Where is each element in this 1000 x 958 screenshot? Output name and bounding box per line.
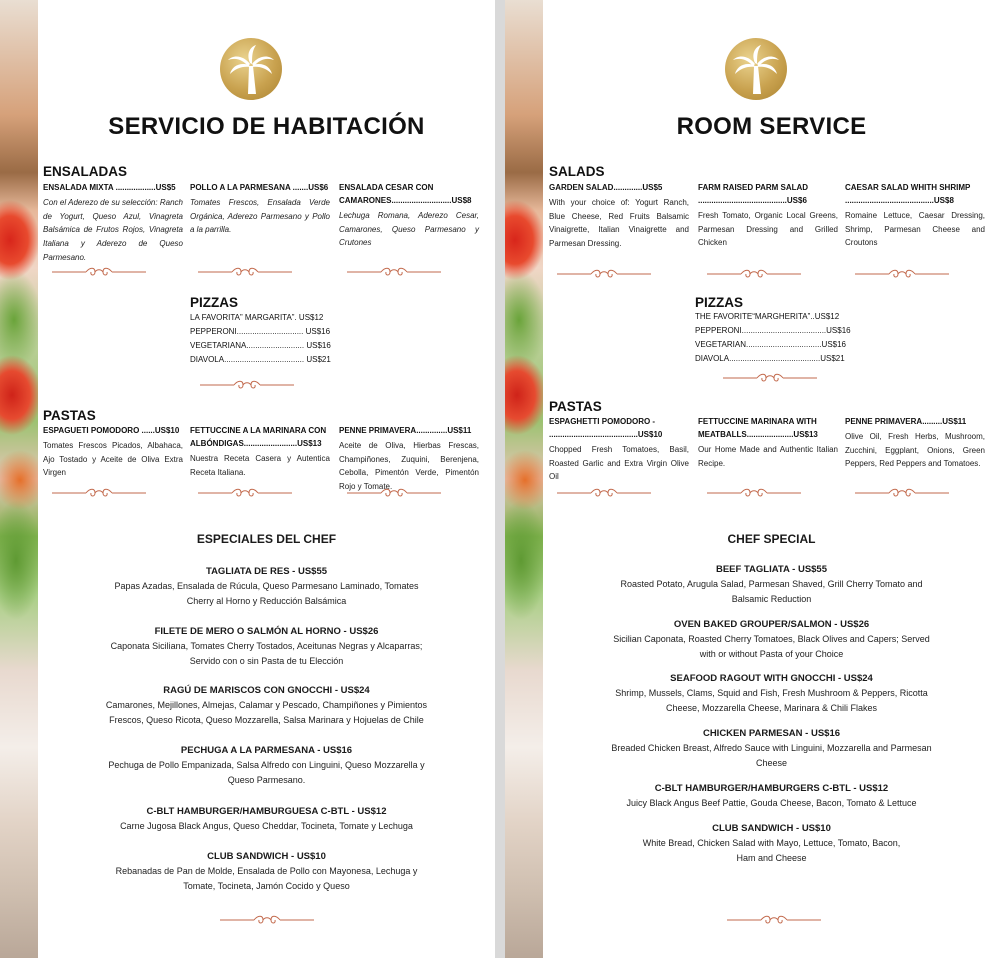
palm-tree-icon bbox=[725, 38, 787, 100]
pizza-price: US$16 bbox=[306, 341, 331, 350]
item-name: FETTUCCINE MARINARA WITH bbox=[698, 417, 817, 426]
salad-item bbox=[845, 181, 985, 250]
pizza-price: US$16 bbox=[305, 327, 331, 336]
chef-special-item bbox=[38, 625, 495, 669]
pizza-price: US$21 bbox=[820, 354, 845, 363]
item-name: PENNE PRIMAVERA..............US$11 bbox=[339, 426, 472, 435]
pizza-name: DIAVOLA.................................... bbox=[190, 355, 305, 364]
chef-special-item bbox=[543, 563, 1000, 607]
page-title: ROOM SERVICE bbox=[676, 113, 867, 140]
salad-item bbox=[43, 181, 183, 265]
item-name: FARM RAISED PARM SALAD bbox=[698, 183, 809, 192]
pizza-name: LA FAVORITA” MARGARITA”. bbox=[190, 313, 297, 322]
flourish-divider-icon bbox=[196, 487, 294, 499]
item-name: ESPAGHETTI POMODORO - bbox=[549, 417, 656, 426]
item-description: Lechuga Romana, Aderezo Cesar, Camarones, Queso Parmesano y Crutones bbox=[339, 211, 479, 248]
chef-special-item bbox=[543, 618, 1000, 662]
salads-heading: SALADS bbox=[549, 164, 605, 179]
item-description: Juicy Black Angus Beef Pattie, Gouda Cheese, Bacon, Tomato & Lettuce bbox=[626, 798, 917, 808]
food-photo-strip bbox=[505, 0, 543, 958]
item-name: POLLO A LA PARMESANA .......US$6 bbox=[190, 183, 329, 192]
item-name: BEEF TAGLIATA - US$55 bbox=[715, 564, 828, 575]
pizza-name: PEPPERONI...................................... bbox=[695, 326, 827, 335]
pizza-name: DIAVOLA......................................... bbox=[695, 354, 821, 363]
pizzas-heading: PIZZAS bbox=[695, 295, 744, 310]
chef-special-item bbox=[543, 727, 1000, 771]
pizza-price: US$21 bbox=[306, 355, 331, 364]
pizza-name: PEPPERONI.............................. bbox=[190, 327, 304, 336]
flourish-divider-icon bbox=[853, 487, 951, 499]
pasta-item bbox=[549, 415, 689, 484]
flourish-divider-icon bbox=[555, 268, 653, 280]
pizza-row bbox=[695, 324, 851, 338]
item-name: SEAFOOD RAGOUT WITH GNOCCHI - US$24 bbox=[670, 673, 873, 684]
item-name: OVEN BAKED GROUPER/SALMON - US$26 bbox=[673, 619, 870, 630]
pizza-row bbox=[190, 353, 331, 367]
chef-special-item bbox=[543, 672, 1000, 716]
item-description: White Bread, Chicken Salad with Mayo, Lettuce, Tomato, Bacon, Ham and Cheese bbox=[642, 838, 901, 863]
salads-heading: ENSALADAS bbox=[43, 164, 128, 179]
flourish-divider-icon bbox=[50, 487, 148, 499]
item-name-price: ........................................US$6 bbox=[698, 196, 807, 205]
flourish-divider-icon bbox=[345, 266, 443, 278]
item-name: C-BLT HAMBURGER/HAMBURGERS C-BTL - US$12 bbox=[654, 783, 889, 794]
menu-panel-spanish bbox=[0, 0, 495, 958]
chef-special-item bbox=[38, 850, 495, 894]
pizza-row bbox=[190, 339, 331, 353]
pasta-item bbox=[339, 424, 479, 494]
item-name: ESPAGUETI POMODORO ......US$10 bbox=[43, 426, 180, 435]
pizzas-heading: PIZZAS bbox=[190, 295, 239, 310]
flourish-divider-icon bbox=[705, 268, 803, 280]
flourish-divider-icon bbox=[345, 487, 443, 499]
pizza-name: VEGETARIAN.................................. bbox=[695, 340, 822, 349]
chef-special-item bbox=[543, 822, 1000, 866]
pizza-row bbox=[190, 325, 331, 339]
pizza-row bbox=[190, 311, 331, 325]
pizza-row bbox=[695, 338, 851, 352]
pizza-price: US$16 bbox=[821, 340, 847, 349]
item-name-price: ........................................US$10 bbox=[549, 430, 663, 439]
salad-item bbox=[698, 181, 838, 250]
item-description: Pechuga de Pollo Empanizada, Salsa Alfredo con Linguini, Queso Mozzarella y Queso Parmesano. bbox=[108, 760, 425, 785]
chef-special-item bbox=[38, 744, 495, 788]
item-name-price: MEATBALLS.....................US$13 bbox=[698, 430, 818, 439]
item-description: Papas Azadas, Ensalada de Rúcula, Queso Parmesano Laminado, Tomates Cherry al Horno y Reducción Balsámica bbox=[114, 581, 419, 606]
item-description: Sicilian Caponata, Roasted Cherry Tomatoes, Black Olives and Capers; Served with or without Pasta of your Choice bbox=[613, 634, 930, 659]
item-name: PENNE PRIMAVERA.........US$11 bbox=[845, 417, 967, 426]
pizza-list bbox=[695, 310, 851, 366]
pastas-heading: PASTAS bbox=[43, 408, 96, 423]
item-name-price: ALBÓNDIGAS........................US$13 bbox=[190, 439, 322, 448]
item-description: Fresh Tomato, Organic Local Greens, Parmesan Dressing and Grilled Chicken bbox=[698, 211, 838, 248]
item-name: CLUB SANDWICH - US$10 bbox=[712, 823, 831, 834]
pasta-item bbox=[845, 415, 985, 471]
item-description: Carne Jugosa Black Angus, Queso Cheddar, Tocineta, Tomate y Lechuga bbox=[120, 821, 413, 831]
item-description: Caponata Siciliana, Tomates Cherry Tostados, Aceitunas Negras y Alcaparras; Servido con o sin Pasta de tu Elección bbox=[110, 641, 423, 666]
flourish-divider-icon bbox=[50, 266, 148, 278]
item-name-price: CAMARONES...........................US$8 bbox=[339, 196, 472, 205]
item-name: PECHUGA A LA PARMESANA - US$16 bbox=[180, 745, 353, 756]
item-name: CAESAR SALAD WHITH SHRIMP bbox=[845, 183, 971, 192]
flourish-divider-icon bbox=[725, 914, 823, 926]
item-description: Olive Oil, Fresh Herbs, Mushroom, Zucchini, Eggplant, Onions, Green Peppers, Red Peppers and Tomatoes. bbox=[845, 432, 985, 469]
flourish-divider-icon bbox=[853, 268, 951, 280]
pasta-item bbox=[190, 424, 330, 479]
item-name: FILETE DE MERO O SALMÓN AL HORNO - US$26 bbox=[154, 626, 379, 637]
item-description: Breaded Chicken Breast, Alfredo Sauce with Linguini, Mozzarella and Parmesan Cheese bbox=[611, 743, 932, 768]
item-description: Our Home Made and Authentic Italian Recipe. bbox=[698, 445, 838, 468]
flourish-divider-icon bbox=[198, 379, 296, 391]
pastas-heading: PASTAS bbox=[549, 399, 602, 414]
chef-special-item bbox=[38, 684, 495, 728]
food-photo-strip bbox=[0, 0, 38, 958]
pizza-name: THE FAVORITE“MARGHERITA”.. bbox=[695, 312, 815, 321]
item-description: Chopped Fresh Tomatoes, Basil, Roasted Garlic and Extra Virgin Olive Oil bbox=[549, 445, 689, 482]
item-name: ENSALADA CESAR CON bbox=[339, 183, 434, 192]
page-title: SERVICIO DE HABITACIÓN bbox=[108, 113, 425, 140]
pizza-name: VEGETARIANA.......................... bbox=[190, 341, 305, 350]
flourish-divider-icon bbox=[555, 487, 653, 499]
item-description: Nuestra Receta Casera y Autentica Receta Italiana. bbox=[190, 454, 330, 477]
item-name: GARDEN SALAD.............US$5 bbox=[549, 183, 663, 192]
pizza-price: US$12 bbox=[298, 313, 324, 322]
item-description: Tomates Frescos, Ensalada Verde Orgánica, Aderezo Parmesano y Pollo a la parrilla. bbox=[190, 198, 330, 235]
salad-item bbox=[190, 181, 330, 237]
item-description: Roasted Potato, Arugula Salad, Parmesan Shaved, Grill Cherry Tomato and Balsamic Reduction bbox=[620, 579, 923, 604]
item-name: ENSALADA MIXTA ..................US$5 bbox=[43, 183, 176, 192]
flourish-divider-icon bbox=[196, 266, 294, 278]
item-description: Con el Aderezo de su selección: Ranch de Yogurt, Queso Azul, Vinagreta Balsámica de Frutos Rojos, Vinagreta Italiana y Aderezo de Queso Parmesano. bbox=[43, 198, 183, 262]
item-description: Camarones, Mejillones, Almejas, Calamar y Pescado, Champiñones y Pimientos Frescos, Queso Ricota, Queso Mozzarella, Salsa Marinara y Hojuelas de Chile bbox=[105, 700, 428, 725]
pizza-row bbox=[695, 310, 851, 324]
chef-special-item bbox=[38, 565, 495, 609]
item-name-price: ........................................US$8 bbox=[845, 196, 954, 205]
item-name: C-BLT HAMBURGER/HAMBURGUESA C-BTL - US$12 bbox=[146, 806, 387, 817]
item-description: Aceite de Oliva, Hierbas Frescas, Champiñones, Zuquini, Berenjena, Cebolla, Pimentón Verde, Pimentón Rojo y Tomate. bbox=[339, 441, 479, 492]
item-name: FETTUCCINE A LA MARINARA CON bbox=[190, 426, 327, 435]
palm-tree-icon bbox=[220, 38, 282, 100]
item-name: TAGLIATA DE RES - US$55 bbox=[205, 566, 328, 577]
item-name: RAGÚ DE MARISCOS CON GNOCCHI - US$24 bbox=[163, 685, 370, 696]
flourish-divider-icon bbox=[218, 914, 316, 926]
item-description: With your choice of: Yogurt Ranch, Blue Cheese, Red Fruits Balsamic Vinaigrette, Italian Vinaigrette and Parmesan Dressing. bbox=[549, 198, 689, 249]
pasta-item bbox=[698, 415, 838, 470]
salad-item bbox=[549, 181, 689, 251]
item-name: CLUB SANDWICH - US$10 bbox=[207, 851, 326, 862]
salad-item bbox=[339, 181, 479, 250]
pizza-price: US$12 bbox=[814, 312, 840, 321]
chef-specials-heading: ESPECIALES DEL CHEF bbox=[196, 532, 337, 546]
item-description: Rebanadas de Pan de Molde, Ensalada de Pollo con Mayonesa, Lechuga y Tomate, Tocineta, Jamón Cocido y Queso bbox=[115, 866, 418, 891]
item-description: Romaine Lettuce, Caesar Dressing, Shrimp, Parmesan Cheese and Croutons bbox=[845, 211, 985, 248]
menu-panel-english bbox=[505, 0, 1000, 958]
pasta-item bbox=[43, 424, 183, 480]
pizza-price: US$16 bbox=[826, 326, 851, 335]
chef-special-item bbox=[38, 805, 495, 834]
page-gutter bbox=[495, 0, 505, 958]
pizza-list bbox=[190, 311, 331, 367]
item-description: Shrimp, Mussels, Clams, Squid and Fish, Fresh Mushroom & Peppers, Ricotta Cheese, Mozzarella Cheese, Marinara & Chili Flakes bbox=[615, 688, 928, 713]
chef-specials-heading: CHEF SPECIAL bbox=[727, 532, 816, 546]
flourish-divider-icon bbox=[705, 487, 803, 499]
item-name: CHICKEN PARMESAN - US$16 bbox=[702, 728, 841, 739]
pizza-row bbox=[695, 352, 851, 366]
chef-special-item bbox=[543, 782, 1000, 811]
item-description: Tomates Frescos Picados, Albahaca, Ajo Tostado y Aceite de Oliva Extra Virgen bbox=[43, 441, 183, 478]
flourish-divider-icon bbox=[721, 372, 819, 384]
